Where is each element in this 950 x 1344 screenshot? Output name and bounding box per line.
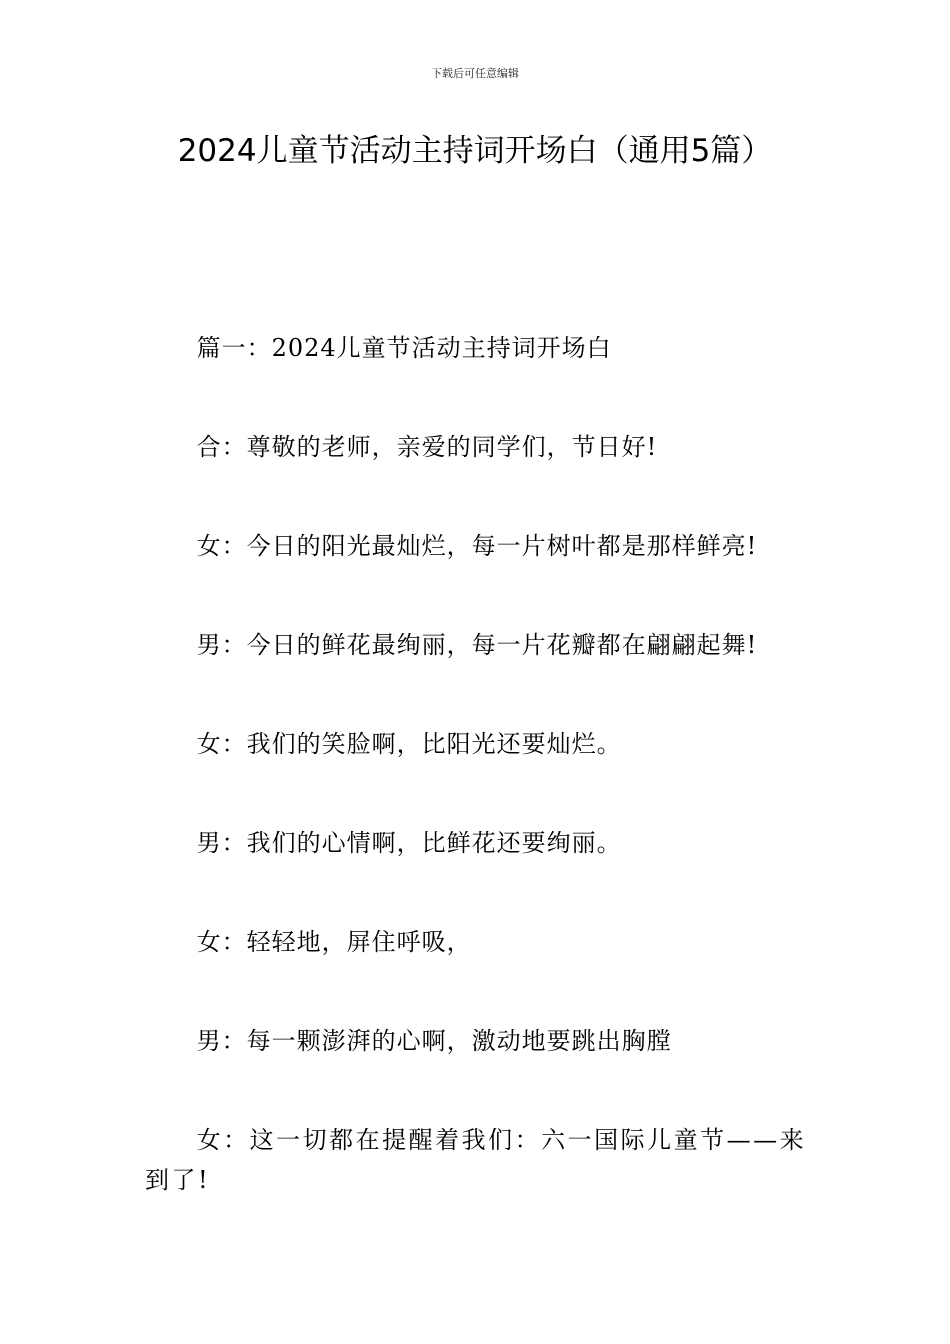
document-body (145, 328, 810, 1259)
paragraph-line: 男：今日的鲜花最绚丽，每一片花瓣都在翩翩起舞! (196, 631, 758, 659)
paragraph-section-heading: 篇一：2024儿童节活动主持词开场白 (196, 334, 612, 362)
paragraph-line: 女：今日的阳光最灿烂，每一片树叶都是那样鲜亮! (196, 532, 758, 560)
document-title: 2024儿童节活动主持词开场白（通用5篇） (177, 133, 773, 169)
paragraph-line: 女：这一切都在提醒着我们：六一国际儿童节——来到了! (145, 1126, 807, 1194)
paragraph-line: 女：我们的笑脸啊，比阳光还要灿烂。 (196, 730, 622, 758)
page-header-note: 下载后可任意编辑 (431, 67, 519, 80)
paragraph-line: 合：尊敬的老师，亲爱的同学们，节日好! (196, 433, 658, 461)
paragraph-line: 男：每一颗澎湃的心啊，激动地要跳出胸膛 (196, 1027, 672, 1055)
paragraph-line: 女：轻轻地，屏住呼吸， (196, 928, 472, 956)
paragraph-line: 男：我们的心情啊，比鲜花还要绚丽。 (196, 829, 622, 857)
